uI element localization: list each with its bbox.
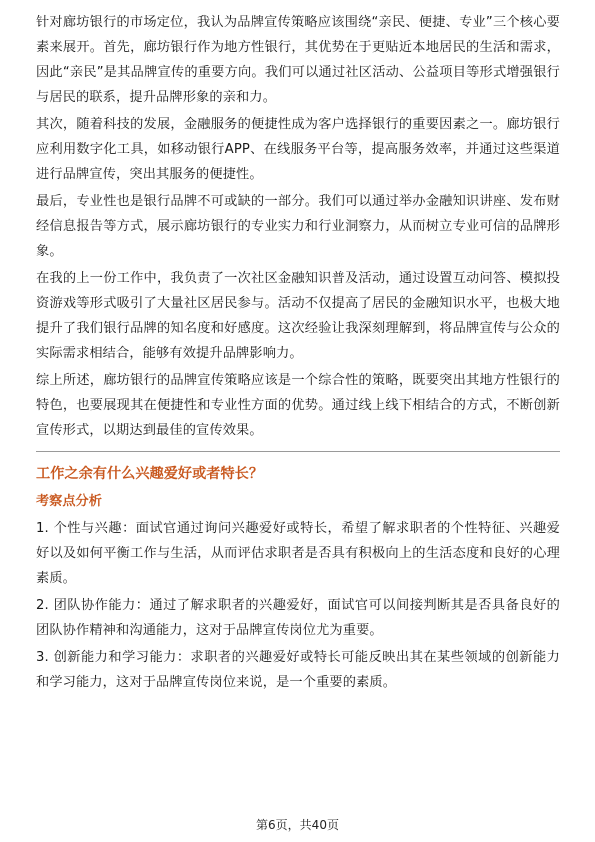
answer-paragraph-1: 针对廊坊银行的市场定位，我认为品牌宣传策略应该围绕“亲民、便捷、专业”三个核心要素来展开。首先，廊坊银行作为地方性银行，其优势在于更贴近本地居民的生活和需求，因此“亲民”是其品牌宣传的重要方向。我们可以通过社区活动、公益项目等形式增强银行与居民的联系，提升品牌形象的亲和力。 xyxy=(36,15,560,105)
analysis-item-1: 1. 个性与兴趣：面试官通过询问兴趣爱好或特长，希望了解求职者的个性特征、兴趣爱好以及如何平衡工作与生活，从而评估求职者是否具有积极向上的生活态度和良好的心理素质。 xyxy=(36,521,560,586)
analysis-item-2: 2. 团队协作能力：通过了解求职者的兴趣爱好，面试官可以间接判断其是否具备良好的团队协作精神和沟通能力，这对于品牌宣传岗位尤为重要。 xyxy=(36,598,560,638)
section-divider xyxy=(36,451,560,452)
answer-paragraph-2: 其次，随着科技的发展，金融服务的便捷性成为客户选择银行的重要因素之一。廊坊银行应利用数字化工具，如移动银行APP、在线服务平台等，提高服务效率，并通过这些渠道进行品牌宣传，突出其服务的便捷性。 xyxy=(36,117,560,182)
analysis-heading: 考察点分析 xyxy=(36,494,102,509)
page-content xyxy=(36,10,560,697)
answer-paragraph-4: 在我的上一份工作中，我负责了一次社区金融知识普及活动，通过设置互动问答、模拟投资游戏等形式吸引了大量社区居民参与。活动不仅提高了居民的金融知识水平，也极大地提升了我们银行品牌的知名度和好感度。这次经验让我深刻理解到，将品牌宣传与公众的实际需求相结合，能够有效提升品牌影响力。 xyxy=(36,271,560,361)
answer-paragraph-3: 最后，专业性也是银行品牌不可或缺的一部分。我们可以通过举办金融知识讲座、发布财经信息报告等方式，展示廊坊银行的专业实力和行业洞察力，从而树立专业可信的品牌形象。 xyxy=(36,194,560,259)
page-number-footer: 第6页，共40页 xyxy=(256,818,339,832)
analysis-item-3: 3. 创新能力和学习能力：求职者的兴趣爱好或特长可能反映出其在某些领域的创新能力和学习能力，这对于品牌宣传岗位来说，是一个重要的素质。 xyxy=(36,650,560,690)
interview-question: 工作之余有什么兴趣爱好或者特长？ xyxy=(36,466,264,482)
answer-paragraph-5: 综上所述，廊坊银行的品牌宣传策略应该是一个综合性的策略，既要突出其地方性银行的特色，也要展现其在便捷性和专业性方面的优势。通过线上线下相结合的方式，不断创新宣传形式，以期达到最佳的宣传效果。 xyxy=(36,373,560,438)
